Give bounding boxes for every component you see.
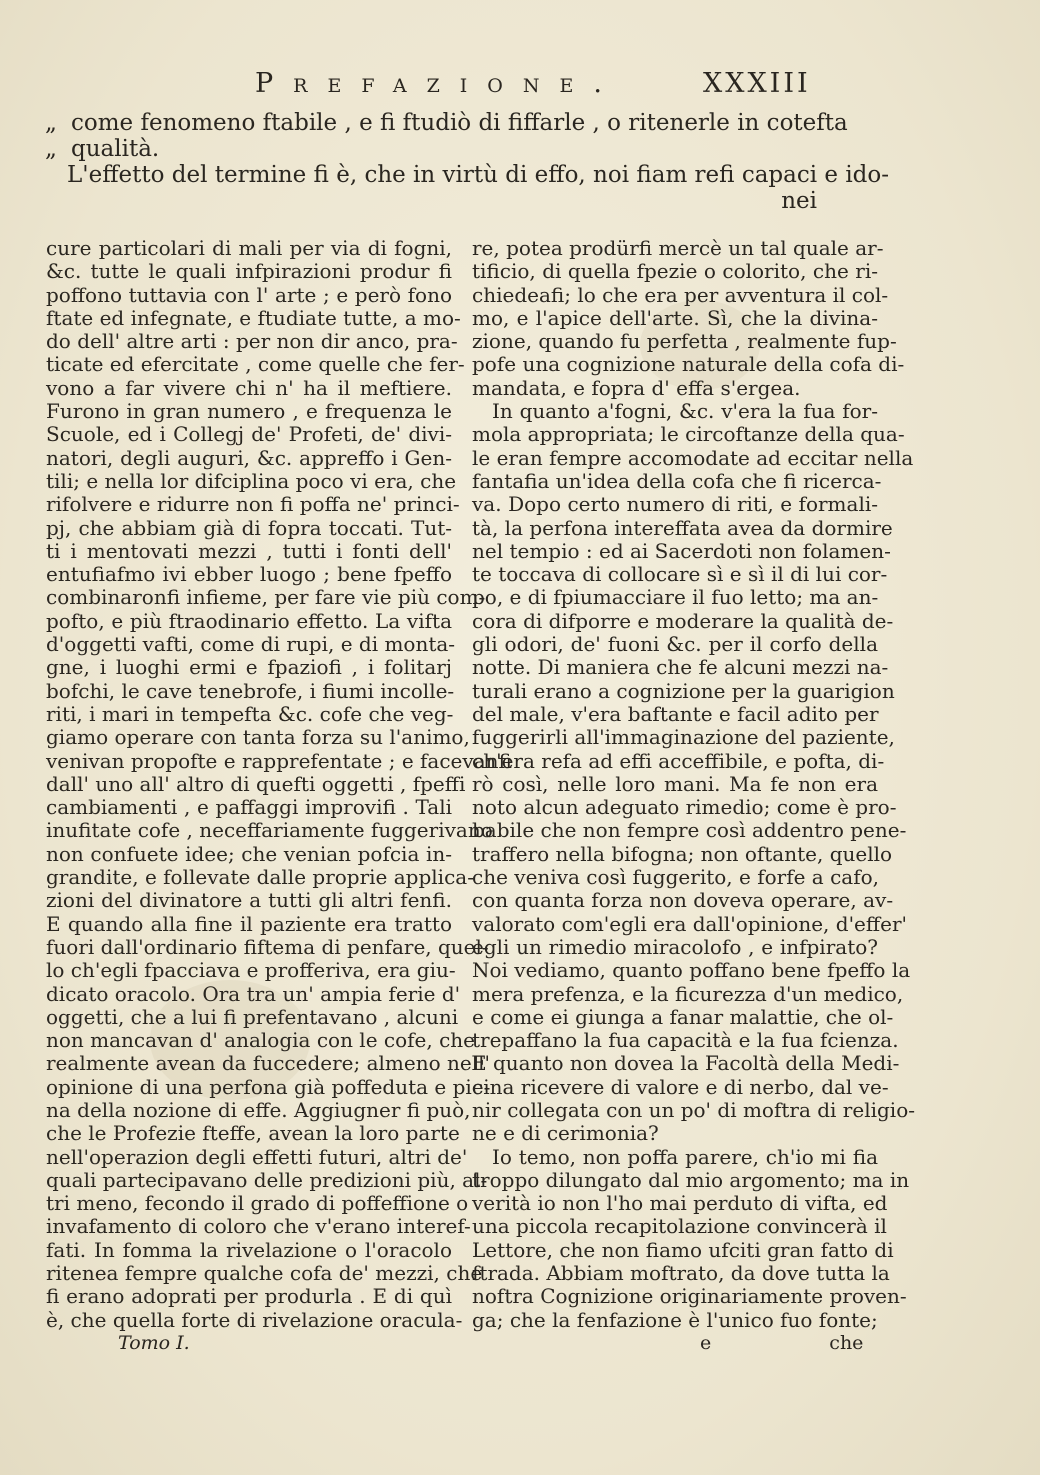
text-line: gne, i luoghi ermi e fpaziofi , i folitarj <box>46 655 452 680</box>
text-line: ne e di cerimonia? <box>472 1121 659 1146</box>
text-line: po, e di fpiumacciare il fuo letto; ma an- <box>472 585 879 610</box>
intro-block <box>45 110 890 214</box>
text-line: noftra Cognizione originariamente proven- <box>472 1284 907 1309</box>
text-line: natori, degli auguri, &c. appreffo i Gen- <box>46 445 452 470</box>
text-line: gli odori, de' fuoni &c. per il corfo della <box>472 632 878 657</box>
text-line: dall' uno all' altro di quefti oggetti , fpeffi <box>46 771 466 796</box>
text-line: egli un rimedio miracolofo , e infpirato? <box>472 934 878 959</box>
text-line: tificio, di quella fpezie o colorito, che ri- <box>472 259 878 284</box>
text-line: dicato oracolo. Ora tra un' ampia ferie d' <box>46 981 461 1006</box>
text-line: mandata, e fopra d' effa s'ergea. <box>472 375 801 400</box>
text-line: ritenea fempre qualche cofa de' mezzi, che <box>46 1261 483 1286</box>
text-line: Lettore, che non fiamo ufciti gran fatto di <box>472 1237 894 1262</box>
text-line: riti, i mari in tempefta &c. cofe che veg- <box>46 701 454 726</box>
text-line: nel tempio : ed ai Sacerdoti non folamen- <box>472 538 891 563</box>
left-column-text <box>46 236 512 1332</box>
text-line: combinaronfi infieme, per fare vie più com- <box>46 585 486 610</box>
text-line: trepaffano la fua capacità e la fua fcienza. <box>472 1028 899 1053</box>
text-line: zioni del divinatore a tutti gli altri fenfi. <box>46 888 452 913</box>
text-line: lo ch'egli fpacciava e profferiva, era giu- <box>46 958 456 983</box>
text-line: ftrada. Abbiam moftrato, da dove tutta la <box>472 1261 890 1286</box>
text-line: con quanta forza non doveva operare, av- <box>472 888 894 913</box>
text-line: rò così, nelle loro mani. Ma fe non era <box>472 771 878 796</box>
running-title: Prefazione. <box>255 68 622 99</box>
text-line: che veniva così fuggerito, e forfe a cafo, <box>472 865 880 890</box>
text-line: vono a far vivere chi n' ha il meftiere. <box>46 375 452 400</box>
text-line: tà, la perfona intereffata avea da dormire <box>472 515 893 540</box>
text-line: grandite, e follevate dalle proprie applica- <box>46 865 474 890</box>
text-line: fati. In fomma la rivelazione o l'oracolo <box>46 1237 452 1262</box>
quoted-line: „ qualità. <box>45 136 160 162</box>
text-line: cure particolari di mali per via di fogni, <box>46 236 452 260</box>
quoted-line: „ come fenomeno ftabile , e fi ftudiò di fiffarle , o ritenerle in cotefta <box>45 110 848 136</box>
text-line: pj, che abbiam già di fopra toccati. Tut- <box>46 515 452 540</box>
text-line: una piccola recapitolazione convincerà il <box>472 1214 887 1239</box>
catchword: e <box>700 1331 712 1354</box>
text-line: verità io non l'ho mai perduto di vifta, ed <box>472 1191 888 1216</box>
text-line: mera prefenza, e la ficurezza d'un medico, <box>472 981 904 1006</box>
page-header <box>0 68 1040 108</box>
text-line: cina ricevere di valore e di nerbo, dal ve- <box>472 1074 889 1099</box>
text-line: invafamento di coloro che v'erano interef- <box>46 1214 471 1239</box>
text-line: fuggerirli all'immaginazione del paziente, <box>472 725 895 750</box>
text-line: d'oggetti vafti, come di rupi, e di monta- <box>46 632 456 657</box>
text-line: re, potea prodürfi mercè un tal quale ar- <box>472 236 884 260</box>
text-line: &c. tutte le quali infpirazioni produr fi <box>46 259 452 284</box>
text-line: turali erano a cognizione per la guarigion <box>472 678 895 703</box>
text-line: nir collegata con un po' di moftra di religio- <box>472 1097 915 1122</box>
text-line: tri meno, fecondo il grado di poffeffione o <box>46 1191 469 1216</box>
text-line: mo, e l'apice dell'arte. Sì, che la divina- <box>472 305 878 330</box>
text-line: ch'era refa ad effi acceffibile, e pofta, di- <box>472 748 885 773</box>
text-line: chiedeafi; lo che era per avventura il col- <box>472 282 889 307</box>
text-line: cora di difporre e moderare la qualità de- <box>472 608 894 633</box>
text-line: del male, v'era baftante e facil adito per <box>472 701 879 726</box>
text-line: te toccava di collocare sì e sì il di lui cor- <box>472 562 888 587</box>
text-line: non confuete idee; che venian pofcia in- <box>46 841 452 866</box>
text-line: babile che non fempre così addentro pene- <box>472 818 907 843</box>
text-line: entufiafmo ivi ebber luogo ; bene fpeffo <box>46 562 452 587</box>
text-line: non mancavan d' analogia con le cofe, che <box>46 1028 476 1053</box>
text-line: ti i mentovati mezzi , tutti i fonti dell' <box>46 538 452 563</box>
text-line: quali partecipavano delle predizioni più, al- <box>46 1167 488 1192</box>
text-line: zione, quando fu perfetta , realmente fup- <box>472 329 897 354</box>
text-line: venivan propofte e rapprefentate ; e facevanfi <box>46 748 512 773</box>
text-line: E quanto non dovea la Facoltà della Medi- <box>472 1051 900 1076</box>
text-line: Furono in gran numero , e frequenza le <box>46 399 452 424</box>
text-line: fi erano adoprati per produrla . E di quì <box>46 1284 452 1309</box>
text-line: che le Profezie fteffe, avean la loro parte <box>46 1121 460 1146</box>
text-line: ga; che la fenfazione è l'unico fuo fonte; <box>472 1307 878 1332</box>
text-line: ticate ed efercitate , come quelle che fer- <box>46 352 465 377</box>
text-line: notte. Di maniera che fe alcuni mezzi na- <box>472 655 889 680</box>
text-line: E quando alla fine il paziente era tratto <box>46 911 452 936</box>
text-line: cambiamenti , e paffaggi improvifi . Tali <box>46 795 452 820</box>
text-line: pofto, e più ftraodinario effetto. La vifta <box>46 608 452 633</box>
text-line: Scuole, ed i Collegj de' Profeti, de' divi- <box>46 422 452 447</box>
text-line: troppo dilungato dal mio argomento; ma in <box>472 1167 910 1192</box>
right-column-text <box>472 236 915 1332</box>
signature-mark: Tomo I. <box>118 1331 190 1354</box>
left-column <box>46 236 512 1355</box>
intro-paragraph: L'effetto del termine fi è, che in virtù di effo, noi fiam refi capaci e ido- <box>67 162 890 188</box>
page-number: XXXIII <box>703 68 811 99</box>
text-line: valorato com'egli era dall'opinione, d'effer' <box>472 911 907 936</box>
text-line: noto alcun adeguato rimedio; come è pro- <box>472 795 897 820</box>
text-line: do dell' altre arti : per non dir anco, pra- <box>46 329 458 354</box>
text-line: fantafia un'idea della cofa che fi ricerca- <box>472 468 882 493</box>
text-line: realmente avean da fuccedere; almeno nell' <box>46 1051 490 1076</box>
text-line: tili; e nella lor difciplina poco vi era, che <box>46 468 457 493</box>
text-line: va. Dopo certo numero di riti, e formali- <box>472 492 878 517</box>
text-line: rifolvere e ridurre non fi poffa ne' princi- <box>46 492 460 517</box>
text-line: inufitate cofe , neceffariamente fuggerivano <box>46 818 493 843</box>
text-line: è, che quella forte di rivelazione oracula- <box>46 1307 463 1332</box>
text-line: ftate ed infegnate, e ftudiate tutte, a mo- <box>46 305 461 330</box>
text-line: traffero nella bifogna; non oftante, quello <box>472 841 893 866</box>
text-line: e come ei giunga a fanar malattie, che ol- <box>472 1004 894 1029</box>
intro-paragraph-end: nei <box>781 188 817 214</box>
text-line: giamo operare con tanta forza su l'animo, <box>46 725 470 750</box>
right-column <box>472 236 915 1355</box>
text-line: Io temo, non poffa parere, ch'io mi fia <box>492 1144 878 1169</box>
catchword: che <box>829 1331 864 1354</box>
text-line: le eran fempre accomodate ad eccitar nella <box>472 445 914 470</box>
text-line: oggetti, che a lui fi prefentavano , alcuni <box>46 1004 459 1029</box>
text-line: bofchi, le cave tenebrofe, i fiumi incolle- <box>46 678 455 703</box>
text-line: pofe una cognizione naturale della cofa di- <box>472 352 905 377</box>
text-line: In quanto a'fogni, &c. v'era la fua for- <box>492 399 878 424</box>
text-line: mola appropriata; le circoftanze della qua- <box>472 422 905 447</box>
text-line: opinione di una perfona già poffeduta e pie- <box>46 1074 491 1099</box>
catchwords <box>472 1332 878 1355</box>
text-line: fuori dall'ordinario fiftema di penfare, quel- <box>46 934 489 959</box>
text-line: Noi vediamo, quanto poffano bene fpeffo la <box>472 958 911 983</box>
text-line: poffono tuttavia con l' arte ; e però fono <box>46 282 452 307</box>
text-line: na della nozione di effe. Aggiugner fi può, <box>46 1097 471 1122</box>
text-line: nell'operazion degli effetti futuri, altri de' <box>46 1144 468 1169</box>
